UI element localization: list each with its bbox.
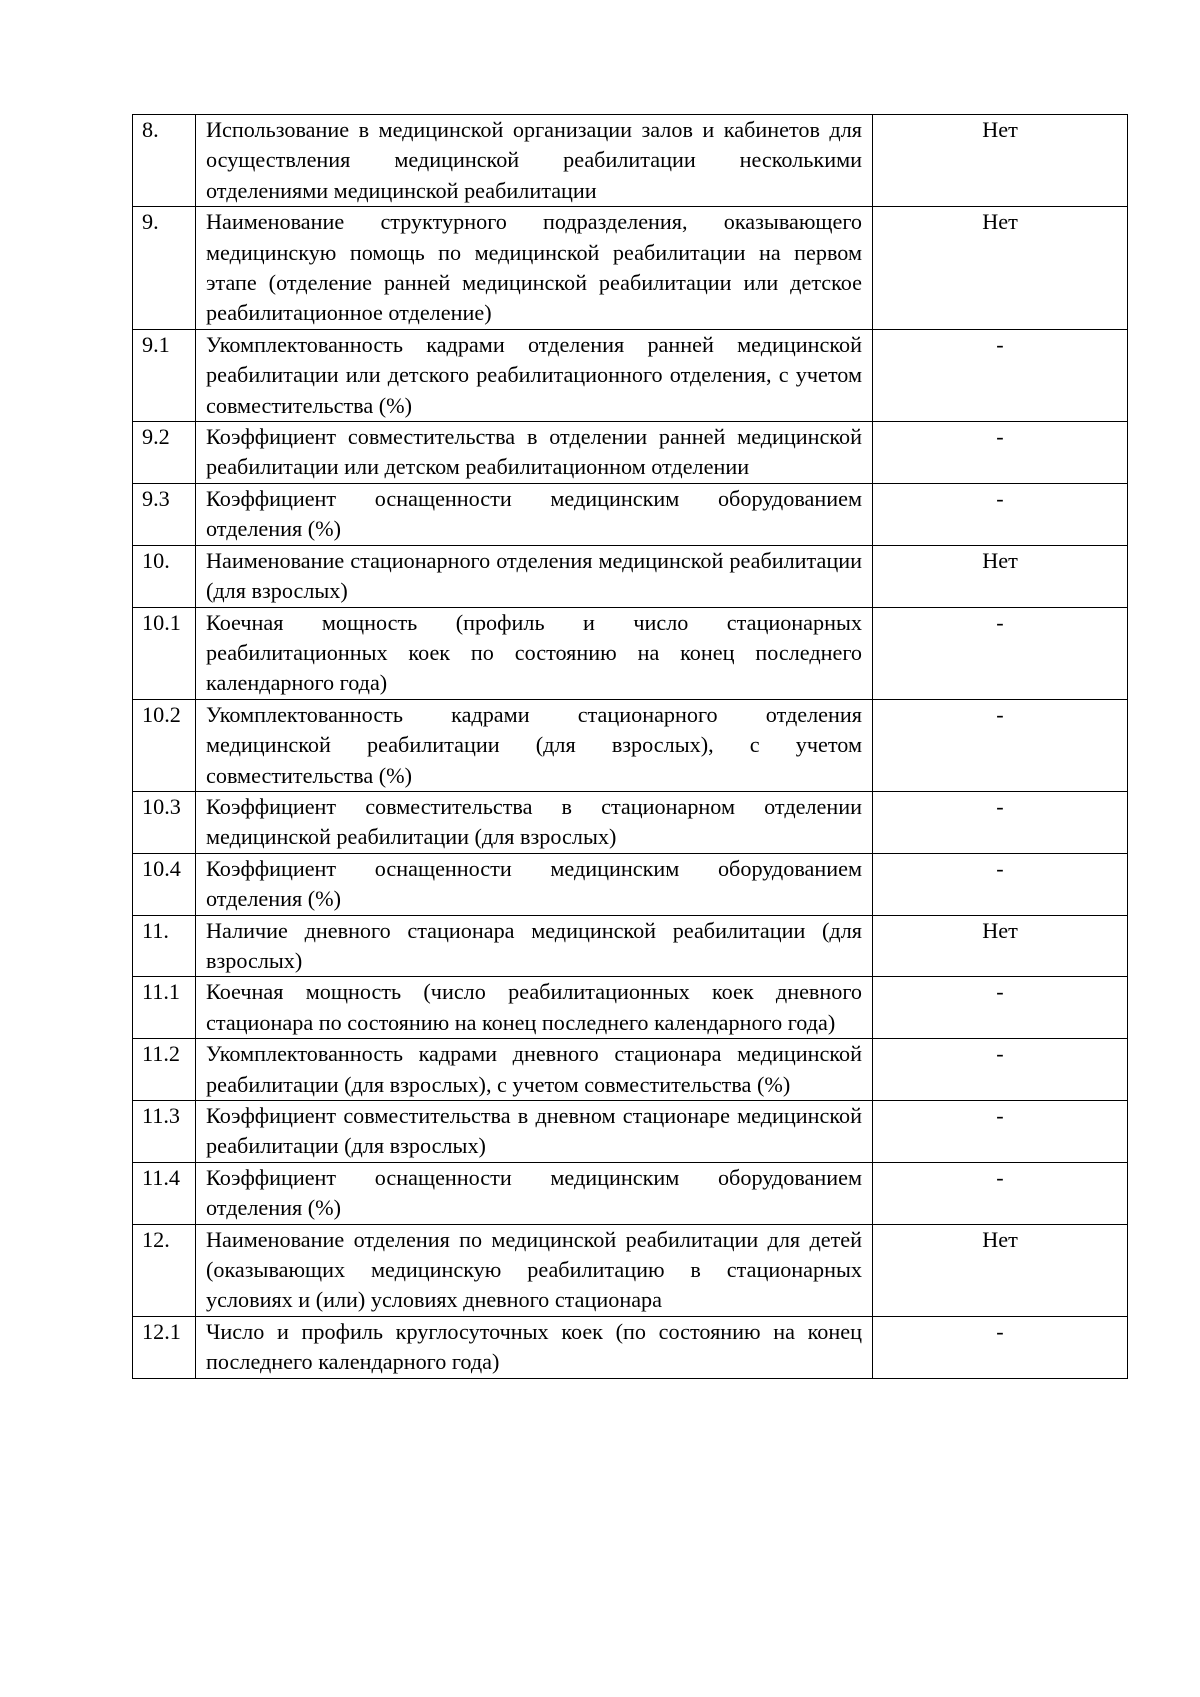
- row-value: -: [873, 791, 1128, 853]
- row-description: Наименование стационарного отделения медицинской реабилитации (для взрослых): [196, 545, 873, 607]
- row-value: -: [873, 422, 1128, 484]
- row-value: -: [873, 977, 1128, 1039]
- row-value: -: [873, 607, 1128, 699]
- table-row: [133, 607, 1128, 699]
- row-value: -: [873, 329, 1128, 421]
- row-description: Коэффициент оснащенности медицинским оборудованием отделения (%): [196, 1162, 873, 1224]
- row-description: Наименование отделения по медицинской реабилитации для детей (оказывающих медицинскую реабилитацию в стационарных условиях и (или) условиях дневного стационара: [196, 1224, 873, 1316]
- row-number: 9.3: [133, 483, 196, 545]
- row-value: -: [873, 1316, 1128, 1378]
- row-description: Наименование структурного подразделения, оказывающего медицинскую помощь по медицинской реабилитации на первом этапе (отделение ранней медицинской реабилитации или детское реабилитационное отделение): [196, 207, 873, 330]
- table-row: [133, 853, 1128, 915]
- row-number: 10.2: [133, 699, 196, 791]
- row-number: 11.4: [133, 1162, 196, 1224]
- row-value: -: [873, 1039, 1128, 1101]
- row-number: 10.1: [133, 607, 196, 699]
- row-number: 9.1: [133, 329, 196, 421]
- row-value: Нет: [873, 1224, 1128, 1316]
- row-description: Укомплектованность кадрами отделения ранней медицинской реабилитации или детского реабилитационного отделения, с учетом совместительства (%): [196, 329, 873, 421]
- row-value: Нет: [873, 115, 1128, 207]
- row-description: Коэффициент оснащенности медицинским оборудованием отделения (%): [196, 853, 873, 915]
- table-row: [133, 422, 1128, 484]
- row-value: Нет: [873, 207, 1128, 330]
- criteria-table-body: [133, 115, 1128, 1379]
- row-number: 10.: [133, 545, 196, 607]
- row-description: Укомплектованность кадрами дневного стационара медицинской реабилитации (для взрослых), с учетом совместительства (%): [196, 1039, 873, 1101]
- row-number: 11.3: [133, 1101, 196, 1163]
- row-number: 12.: [133, 1224, 196, 1316]
- row-number: 8.: [133, 115, 196, 207]
- row-number: 11.: [133, 915, 196, 977]
- row-number: 11.2: [133, 1039, 196, 1101]
- table-row: [133, 699, 1128, 791]
- row-description: Использование в медицинской организации залов и кабинетов для осуществления медицинской реабилитации несколькими отделениями медицинской реабилитации: [196, 115, 873, 207]
- row-number: 10.4: [133, 853, 196, 915]
- table-row: [133, 1316, 1128, 1378]
- table-row: [133, 207, 1128, 330]
- row-value: -: [873, 699, 1128, 791]
- row-number: 9.2: [133, 422, 196, 484]
- row-description: Коэффициент совместительства в дневном стационаре медицинской реабилитации (для взрослых): [196, 1101, 873, 1163]
- row-number: 9.: [133, 207, 196, 330]
- row-description: Укомплектованность кадрами стационарного отделения медицинской реабилитации (для взрослых), с учетом совместительства (%): [196, 699, 873, 791]
- row-value: -: [873, 1101, 1128, 1163]
- criteria-table: [132, 114, 1128, 1379]
- row-number: 10.3: [133, 791, 196, 853]
- table-row: [133, 1039, 1128, 1101]
- table-row: [133, 545, 1128, 607]
- table-row: [133, 115, 1128, 207]
- table-row: [133, 329, 1128, 421]
- row-value: -: [873, 1162, 1128, 1224]
- row-value: Нет: [873, 545, 1128, 607]
- table-row: [133, 1224, 1128, 1316]
- table-row: [133, 977, 1128, 1039]
- row-number: 11.1: [133, 977, 196, 1039]
- row-number: 12.1: [133, 1316, 196, 1378]
- row-value: -: [873, 853, 1128, 915]
- row-description: Число и профиль круглосуточных коек (по состоянию на конец последнего календарного года): [196, 1316, 873, 1378]
- table-row: [133, 1162, 1128, 1224]
- row-value: Нет: [873, 915, 1128, 977]
- row-description: Коечная мощность (число реабилитационных коек дневного стационара по состоянию на конец последнего календарного года): [196, 977, 873, 1039]
- table-row: [133, 483, 1128, 545]
- row-description: Коечная мощность (профиль и число стационарных реабилитационных коек по состоянию на конец последнего календарного года): [196, 607, 873, 699]
- row-description: Коэффициент оснащенности медицинским оборудованием отделения (%): [196, 483, 873, 545]
- row-description: Коэффициент совместительства в стационарном отделении медицинской реабилитации (для взрослых): [196, 791, 873, 853]
- table-row: [133, 1101, 1128, 1163]
- row-description: Наличие дневного стационара медицинской реабилитации (для взрослых): [196, 915, 873, 977]
- table-row: [133, 915, 1128, 977]
- table-row: [133, 791, 1128, 853]
- row-description: Коэффициент совместительства в отделении ранней медицинской реабилитации или детском реабилитационном отделении: [196, 422, 873, 484]
- row-value: -: [873, 483, 1128, 545]
